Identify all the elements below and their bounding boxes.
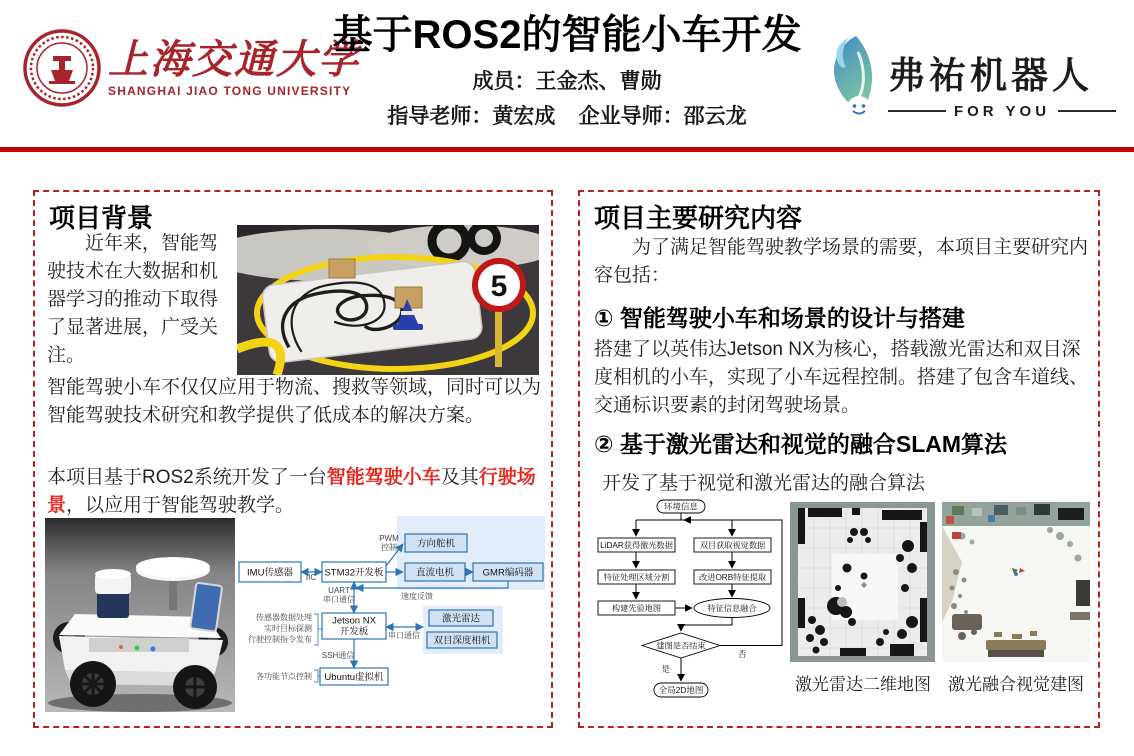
arch-note-3: 行驶控制指令发布: [248, 635, 312, 644]
company-leaf-icon: [822, 34, 880, 130]
para3-segment: 本项目基于ROS2系统开发了一台: [47, 467, 327, 488]
map2-caption: 激光融合视觉建图: [948, 675, 1084, 694]
header-red-divider: [0, 147, 1134, 152]
flow-yes-label: 是: [661, 664, 670, 674]
background-paragraph-1: 近年来，智能驾驶技术在大数据和机器学习的推动下取得了显著进展，广受关注。: [47, 233, 219, 367]
arch-box-camera: 双目深度相机: [433, 635, 491, 647]
para3-highlight-scene: 行驶场景: [47, 467, 536, 517]
arch-label-serial2: 串口通信: [388, 631, 420, 640]
arch-label-uart1: UART: [328, 586, 350, 595]
arch-box-encoder: GMR编码器: [482, 567, 534, 579]
flow-decision: 建图是否结束: [656, 641, 706, 651]
university-name-cn: 上海交通大学: [108, 37, 360, 82]
flow-no-label: 否: [738, 649, 747, 659]
flow-end: 全局2D地图: [658, 685, 704, 695]
advisors-line: 指导老师：黄宏成 企业导师：邵云龙: [387, 105, 747, 128]
flow-visual-data: 双目获取视觉数据: [699, 541, 766, 550]
slogan-right-rule: [1058, 110, 1116, 112]
header-titles: [267, 12, 867, 130]
speed-limit-sign-number: 5: [490, 270, 508, 303]
flow-feature-seg: 特征处理区域分割: [603, 573, 670, 582]
arch-box-motor: 直流电机: [415, 567, 455, 579]
visual-fusion-map-image: [942, 502, 1090, 662]
research-item2-title: ② 基于激光雷达和视觉的融合SLAM算法: [594, 431, 1008, 457]
poster-title: 基于ROS2的智能小车开发: [332, 13, 802, 57]
flow-fusion: 特征信息融合: [707, 604, 757, 613]
research-item2-body: 开发了基于视觉和激光雷达的融合算法: [602, 473, 926, 494]
arch-box-servo: 方向舵机: [416, 538, 456, 550]
company-slogan: FOR YOU: [953, 102, 1051, 120]
hardware-architecture-diagram: [237, 510, 547, 710]
header: [0, 0, 1134, 148]
flow-start: 环境信息: [663, 501, 699, 512]
arch-label-ssh: SSH通信: [321, 651, 355, 660]
para3-segment: ，以应用于智能驾驶教学。: [66, 495, 295, 517]
robot-car-photo: [45, 518, 235, 712]
left-panel-title: 项目背景: [49, 203, 154, 233]
university-name-en: SHANGHAI JIAO TONG UNIVERSITY: [108, 84, 352, 98]
right-panel-title: 项目主要研究内容: [594, 203, 803, 233]
arch-label-iic: IIC: [305, 573, 317, 582]
arch-box-jetson-line1: Jetson NX: [332, 615, 376, 627]
arch-note-nodes: 各功能节点控制: [256, 672, 312, 681]
arch-box-stm32: STM32开发板: [324, 567, 384, 579]
company-logo: [822, 34, 1116, 130]
slogan-left-rule: [888, 110, 946, 112]
arch-box-jetson-line2: 开发板: [339, 626, 369, 638]
para3-highlight-car: 智能驾驶小车: [326, 467, 441, 488]
company-slogan-row: [888, 103, 1116, 120]
research-item1-title: ① 智能驾驶小车和场景的设计与搭建: [594, 305, 965, 331]
slam-flowchart: [588, 498, 793, 716]
arch-box-lidar: 激光雷达: [441, 613, 481, 625]
para3-segment: 及其: [440, 467, 479, 488]
sjtu-seal-icon: [22, 28, 102, 108]
driving-scene-photo: [237, 225, 539, 375]
lidar-2d-map-image: [790, 502, 935, 662]
arch-label-pwm2: 控制: [381, 543, 397, 552]
arch-label-uart2: 串口通信: [323, 595, 355, 604]
left-panel-project-background: [33, 190, 553, 728]
right-panel-research-content: [578, 190, 1100, 728]
arch-label-pwm1: PWM: [379, 534, 399, 543]
flow-prior-map: 构建先验地图: [611, 604, 662, 613]
members-line: 成员：王金杰、曹勋: [472, 70, 662, 93]
company-logotype: [888, 45, 1116, 120]
flow-orb: 改进ORB特征提取: [699, 573, 766, 582]
map1-caption: 激光雷达二维地图: [795, 675, 931, 694]
background-paragraph-2: 智能驾驶小车不仅仅应用于物流、搜救等领域，同时可以为智能驾驶技术研究和教学提供了低成本的解决方案。: [47, 377, 542, 427]
arch-note-2: 实时目标探测: [264, 624, 312, 633]
arch-box-imu: IMU传感器: [247, 567, 293, 579]
arch-box-ubuntu: Ubuntu虚拟机: [324, 672, 384, 683]
research-item1-body: 搭建了以英伟达Jetson NX为核心，搭载激光雷达和双目深度相机的小车，实现了小车远程控制。搭建了包含车道线、交通标识要素的封闭驾驶场景。: [594, 339, 1089, 417]
arch-note-1: 传感器数据处理: [256, 613, 312, 622]
research-intro: 为了满足智能驾驶教学场景的需要，本项目主要研究内容包括：: [594, 237, 1089, 287]
arch-label-feedback: 速度反馈: [401, 592, 433, 601]
flow-lidar-data: LiDAR获得激光数据: [600, 541, 673, 550]
company-name: 弗祐机器人: [888, 54, 1093, 96]
